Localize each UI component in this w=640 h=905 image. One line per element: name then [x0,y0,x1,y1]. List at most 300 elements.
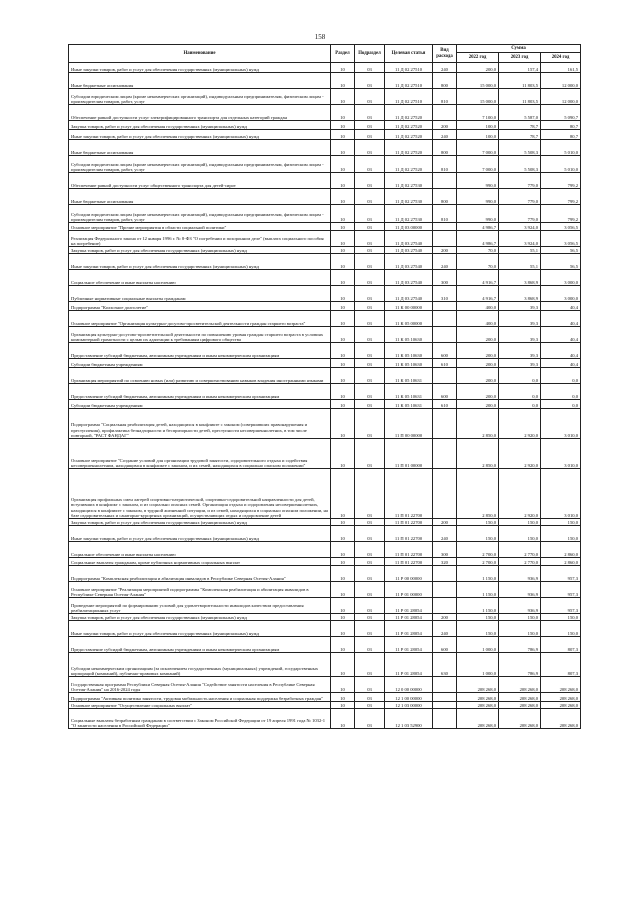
cell-r: 10 [331,173,355,189]
header-sum: Сумма [457,45,581,53]
cell-cs: 11 Р 01 28054 [385,621,433,637]
cell-a: 4 916,7 [457,286,499,302]
cell-c: 12 000,0 [541,73,581,89]
cell-a: 100,0 [457,130,499,140]
cell-p: 03 [355,205,385,223]
cell-p: 03 [355,130,385,140]
table-row [69,105,581,121]
cell-p: 03 [355,637,385,653]
cell-r: 10 [331,247,355,254]
table-row [69,231,581,247]
header-razdel: Раздел [331,45,355,63]
cell-name: Социальные выплаты безработным гражданам в соответствии с Законом Российской Федерации от 19 апреля 1991 года № 1032-1 "О занятости населения в Российской Федерации" [69,709,331,729]
cell-a: 2 850,0 [457,439,499,469]
cell-a: 200,0 [457,384,499,400]
cell-cs: 11 Д 02 27520 [385,121,433,130]
cell-a: 2 850,0 [457,409,499,439]
table-row [69,519,581,526]
table-row [69,693,581,702]
cell-c: 3 010,0 [541,439,581,469]
cell-b: 157,4 [499,63,541,73]
cell-r: 10 [331,368,355,384]
table-row [69,542,581,558]
table-row [69,582,581,598]
cell-name: Предоставление субсидий бюджетным, автономным учреждениям и иным некоммерческим организациям [69,384,331,400]
cell-p: 03 [355,173,385,189]
cell-name: Реализация Федерального закона от 12 января 1996 г. № 8-ФЗ "О погребении и похоронном деле" (выплата социального пособия на погребение) [69,231,331,247]
cell-cs: 11 Д 02 27520 [385,156,433,173]
table-row [69,566,581,582]
cell-c: 807,3 [541,637,581,653]
cell-p: 03 [355,709,385,729]
table-row [69,709,581,729]
cell-v [433,702,457,709]
cell-c: 208 268,0 [541,702,581,709]
cell-cs: 11 П 01 22700 [385,519,433,526]
header-year-2024: 2024 год [541,53,581,63]
cell-a: 150,0 [457,526,499,542]
cell-a: 7 000,0 [457,156,499,173]
table-row [69,270,581,286]
cell-cs: 11 Д 02 27510 [385,73,433,89]
cell-b: 39,3 [499,343,541,359]
cell-cs: 11 К 05 10631 [385,384,433,400]
cell-c: 957,3 [541,598,581,614]
cell-c: 2 860,0 [541,542,581,558]
cell-a: 1 150,0 [457,566,499,582]
cell-c: 161,5 [541,63,581,73]
cell-v: 240 [433,130,457,140]
cell-c: 3 010,0 [541,409,581,439]
cell-name: Основное мероприятие "Создание условий для организации трудовой занятости, оздоровительного отдыха и содействия несовершеннолетним, находящимся в конфликте с законом, и их семей, находящихся в социально опасном положении" [69,439,331,469]
cell-p: 03 [355,270,385,286]
cell-a: 2 850,0 [457,469,499,519]
cell-b: 936,9 [499,566,541,582]
cell-b: 3 868,9 [499,286,541,302]
table-row [69,621,581,637]
cell-v: 240 [433,254,457,270]
cell-a: 150,0 [457,621,499,637]
cell-name: Обеспечение равной доступности услуг общественного транспорта для детей-сирот [69,173,331,189]
cell-p: 03 [355,247,385,254]
cell-c: 2 860,0 [541,558,581,566]
cell-b: 208 268,0 [499,702,541,709]
cell-b: 208 268,0 [499,677,541,693]
cell-a: 208 268,0 [457,693,499,702]
cell-v: 610 [433,359,457,368]
cell-v [433,566,457,582]
cell-cs: 11 К 05 10631 [385,400,433,409]
cell-cs: 11 П 01 22700 [385,526,433,542]
cell-r: 10 [331,270,355,286]
cell-v [433,327,457,343]
table-row [69,469,581,519]
cell-c: 40,4 [541,311,581,327]
cell-r: 10 [331,286,355,302]
cell-c: 3 056,5 [541,223,581,231]
cell-p: 03 [355,400,385,409]
table-row [69,311,581,327]
table-row [69,614,581,621]
cell-v: 310 [433,286,457,302]
table-row [69,702,581,709]
cell-a: 70,0 [457,254,499,270]
cell-name: Подпрограмма "Активная политика занятости, трудовая мобильность населения и социальная поддержка безработных граждан" [69,693,331,702]
table-row [69,677,581,693]
cell-v [433,469,457,519]
cell-cs: 11 Д 03 27540 [385,231,433,247]
cell-b: 786,9 [499,637,541,653]
cell-p: 03 [355,63,385,73]
cell-b: 39,3 [499,327,541,343]
cell-name: Проведение мероприятий по формированию условий для удовлетворительности инвалидов качеством предоставления реабилитационных услуг [69,598,331,614]
table-row [69,130,581,140]
cell-b: 779,0 [499,189,541,205]
cell-p: 03 [355,409,385,439]
cell-a: 1 000,0 [457,653,499,677]
cell-p: 03 [355,384,385,400]
table-row [69,247,581,254]
cell-p: 03 [355,653,385,677]
table-row [69,368,581,384]
cell-r: 10 [331,63,355,73]
cell-a: 70,0 [457,247,499,254]
cell-b: 0,0 [499,368,541,384]
cell-p: 03 [355,542,385,558]
cell-v [433,693,457,702]
cell-c: 80,7 [541,121,581,130]
cell-c: 807,3 [541,653,581,677]
header-vid: Вид расхода [433,45,457,63]
cell-name: Субсидии бюджетным учреждениям [69,359,331,368]
cell-a: 400,0 [457,311,499,327]
cell-name: Иные закупки товаров, работ и услуг для обеспечения государственных (муниципальных) нужд [69,130,331,140]
cell-c: 40,4 [541,327,581,343]
cell-name: Закупка товаров, работ и услуг для обеспечения государственных (муниципальных) нужд [69,247,331,254]
cell-c: 40,4 [541,359,581,368]
cell-name: Субсидии юридическим лицам (кроме некоммерческих организаций), индивидуальным предпринимателям, физическим лицам - производителям товаров, работ, услуг [69,205,331,223]
cell-cs: 11 П 01 22700 [385,558,433,566]
cell-name: Социальное обеспечение и иные выплаты населению [69,542,331,558]
cell-r: 10 [331,140,355,156]
table-row [69,343,581,359]
cell-b: 2 920,0 [499,409,541,439]
cell-name: Иные бюджетные ассигнования [69,140,331,156]
cell-b: 779,0 [499,173,541,189]
cell-r: 10 [331,439,355,469]
cell-cs: 11 Р 01 00000 [385,582,433,598]
budget-table [68,44,581,729]
table-row [69,254,581,270]
cell-p: 03 [355,582,385,598]
cell-b: 150,0 [499,526,541,542]
cell-name: Основное мероприятие "Осуществление социальных выплат" [69,702,331,709]
cell-v [433,173,457,189]
table-row [69,598,581,614]
cell-cs: 11 Д 02 27520 [385,140,433,156]
page-number: 158 [314,33,326,41]
cell-cs: 11 Р 01 28054 [385,614,433,621]
cell-c: 12 000,0 [541,89,581,105]
cell-v: 810 [433,205,457,223]
cell-c: 3 000,0 [541,270,581,286]
cell-cs: 11 К 05 10630 [385,359,433,368]
cell-p: 03 [355,140,385,156]
cell-v [433,231,457,247]
cell-cs: 11 Д 02 27520 [385,130,433,140]
cell-v [433,709,457,729]
cell-v: 200 [433,247,457,254]
cell-b: 39,3 [499,311,541,327]
cell-r: 10 [331,582,355,598]
cell-r: 10 [331,542,355,558]
header-name: Наименование [69,45,331,63]
cell-r: 10 [331,621,355,637]
cell-cs: 11 К 05 10630 [385,343,433,359]
cell-p: 03 [355,343,385,359]
table-row [69,205,581,223]
cell-b: 786,9 [499,653,541,677]
cell-r: 10 [331,359,355,368]
table-row [69,63,581,73]
cell-a: 200,0 [457,63,499,73]
cell-a: 200,0 [457,400,499,409]
cell-v: 320 [433,558,457,566]
table-row [69,173,581,189]
cell-b: 0,0 [499,400,541,409]
cell-cs: 11 П 01 22700 [385,542,433,558]
cell-cs: 12 1 03 00000 [385,702,433,709]
cell-b: 2 770,0 [499,558,541,566]
cell-name: Организация профильных смен лагерей спортивно-патриотической, спортивно-оздоровительной направленности для детей, вступивших в конфликт с законом, и из социально опасных семей. Организация отдыха и оздоровления несовершеннолетних, находящихся в конфликте с законом, в трудной жизненной ситуации, и из семей, находящихся в социально опасном положении, на базе оздоровительных и санаторно-курортных организаций, осуществляющих отдых и оздоровление детей [69,469,331,519]
cell-v: 800 [433,189,457,205]
cell-v: 200 [433,519,457,526]
cell-c: 5 010,0 [541,140,581,156]
cell-p: 03 [355,73,385,89]
cell-r: 10 [331,73,355,89]
cell-r: 10 [331,89,355,105]
cell-b: 5 508,3 [499,140,541,156]
cell-b: 779,0 [499,205,541,223]
cell-p: 03 [355,702,385,709]
cell-cs: 11 Д 02 27530 [385,205,433,223]
cell-p: 03 [355,368,385,384]
cell-c: 56,5 [541,254,581,270]
cell-a: 200,0 [457,343,499,359]
table-row [69,384,581,400]
cell-b: 11 803,5 [499,89,541,105]
cell-name: Закупка товаров, работ и услуг для обеспечения государственных (муниципальных) нужд [69,121,331,130]
cell-b: 936,9 [499,598,541,614]
table-row [69,653,581,677]
cell-c: 799,2 [541,173,581,189]
cell-cs: 11 К 05 10631 [385,368,433,384]
cell-r: 10 [331,702,355,709]
cell-v: 240 [433,63,457,73]
cell-v: 200 [433,614,457,621]
cell-a: 2 700,0 [457,542,499,558]
cell-name: Организация культурно-досугово-просветительской деятельности по повышению уровня граждан старшего возраста в условиях компьютерной грамотности с целью их адаптации к требованиям цифрового общества [69,327,331,343]
cell-name: Закупка товаров, работ и услуг для обеспечения государственных (муниципальных) нужд [69,614,331,621]
cell-name: Социальные выплаты гражданам, кроме публичных нормативных социальных выплат [69,558,331,566]
cell-p: 03 [355,693,385,702]
cell-b: 78,7 [499,130,541,140]
cell-a: 990,0 [457,189,499,205]
cell-name: Иные закупки товаров, работ и услуг для обеспечения государственных (муниципальных) нужд [69,526,331,542]
cell-r: 10 [331,598,355,614]
cell-cs: 12 0 00 00000 [385,677,433,693]
cell-v [433,311,457,327]
cell-b: 2 920,0 [499,469,541,519]
cell-r: 10 [331,205,355,223]
cell-v: 800 [433,140,457,156]
cell-a: 200,0 [457,368,499,384]
cell-p: 03 [355,89,385,105]
cell-v: 610 [433,400,457,409]
cell-r: 10 [331,130,355,140]
table-row [69,359,581,368]
table-row [69,409,581,439]
cell-a: 208 268,0 [457,709,499,729]
cell-r: 10 [331,558,355,566]
cell-cs: 11 Р 01 28054 [385,637,433,653]
cell-r: 10 [331,384,355,400]
cell-name: Предоставление субсидий бюджетным, автономным учреждениям и иным некоммерческим организациям [69,343,331,359]
cell-r: 10 [331,566,355,582]
cell-v: 630 [433,653,457,677]
cell-b: 39,3 [499,302,541,311]
cell-c: 799,2 [541,205,581,223]
header-target: Целевая статья [385,45,433,63]
cell-r: 10 [331,400,355,409]
cell-c: 208 268,0 [541,709,581,729]
cell-b: 208 268,0 [499,709,541,729]
cell-p: 03 [355,359,385,368]
cell-name: Субсидии юридическим лицам (кроме некоммерческих организаций), индивидуальным предпринимателям, физическим лицам - производителям товаров, работ, услуг [69,89,331,105]
cell-name: Основное мероприятие "Прочие мероприятия в области социальной политики" [69,223,331,231]
cell-p: 03 [355,621,385,637]
cell-cs: 11 Д 02 27510 [385,63,433,73]
cell-a: 990,0 [457,173,499,189]
cell-r: 10 [331,519,355,526]
cell-r: 10 [331,614,355,621]
cell-cs: 11 Д 02 27530 [385,173,433,189]
table-row [69,302,581,311]
cell-v [433,677,457,693]
cell-v: 600 [433,343,457,359]
cell-r: 10 [331,693,355,702]
cell-p: 03 [355,286,385,302]
table-row [69,439,581,469]
cell-p: 03 [355,614,385,621]
cell-r: 10 [331,231,355,247]
cell-cs: 11 Д 03 27540 [385,247,433,254]
cell-b: 208 268,0 [499,693,541,702]
cell-c: 208 268,0 [541,677,581,693]
cell-c: 0,0 [541,384,581,400]
cell-b: 2 770,0 [499,542,541,558]
cell-p: 03 [355,302,385,311]
cell-cs: 11 К 00 00000 [385,302,433,311]
cell-v [433,302,457,311]
cell-c: 150,0 [541,621,581,637]
cell-p: 03 [355,469,385,519]
cell-r: 10 [331,254,355,270]
cell-v [433,105,457,121]
table-row [69,637,581,653]
cell-p: 03 [355,105,385,121]
cell-name: Субсидии юридическим лицам (кроме некоммерческих организаций), индивидуальным предпринимателям, физическим лицам - производителям товаров, работ, услуг [69,156,331,173]
cell-a: 990,0 [457,205,499,223]
cell-c: 56,5 [541,247,581,254]
cell-r: 10 [331,156,355,173]
cell-c: 40,4 [541,343,581,359]
cell-v: 200 [433,121,457,130]
cell-name: Подпрограмма "Колхозное долголетие" [69,302,331,311]
cell-a: 208 268,0 [457,677,499,693]
cell-a: 1 000,0 [457,637,499,653]
cell-r: 10 [331,327,355,343]
cell-v [433,409,457,439]
cell-p: 03 [355,677,385,693]
cell-p: 03 [355,558,385,566]
cell-c: 0,0 [541,368,581,384]
cell-name: Обеспечение равной доступности услуг электрифицированного транспорта для отдельных категорий граждан [69,105,331,121]
cell-cs: 11 Д 03 27540 [385,286,433,302]
cell-b: 3 924,0 [499,223,541,231]
cell-c: 799,2 [541,189,581,205]
table-row [69,140,581,156]
cell-cs: 11 П 00 00000 [385,409,433,439]
table-row [69,327,581,343]
table-body [69,63,581,729]
cell-b: 2 920,0 [499,439,541,469]
cell-name: Иные бюджетные ассигнования [69,189,331,205]
cell-cs: 11 Д 03 00000 [385,223,433,231]
cell-r: 10 [331,709,355,729]
cell-p: 03 [355,327,385,343]
cell-r: 10 [331,302,355,311]
table-row [69,223,581,231]
cell-name: Субсидии бюджетным учреждениям [69,400,331,409]
cell-v [433,439,457,469]
cell-v: 600 [433,384,457,400]
cell-b: 11 803,5 [499,73,541,89]
cell-v: 300 [433,270,457,286]
cell-r: 10 [331,677,355,693]
cell-v [433,223,457,231]
cell-r: 10 [331,526,355,542]
cell-p: 03 [355,254,385,270]
cell-c: 40,4 [541,302,581,311]
cell-r: 10 [331,223,355,231]
table-row [69,400,581,409]
cell-a: 200,0 [457,327,499,343]
cell-r: 10 [331,409,355,439]
cell-a: 4 916,7 [457,270,499,286]
table-row [69,121,581,130]
cell-c: 150,0 [541,519,581,526]
cell-cs: 11 Д 03 27540 [385,270,433,286]
cell-name: Подпрограмма "Комплексная реабилитация и абилитация инвалидов в Республике Северная Осетия-Алания" [69,566,331,582]
cell-cs: 12 1 00 00000 [385,693,433,702]
cell-name: Социальное обеспечение и иные выплаты населению [69,270,331,286]
cell-c: 150,0 [541,526,581,542]
cell-v: 810 [433,89,457,105]
cell-v: 600 [433,637,457,653]
cell-cs: 11 Р 01 28054 [385,653,433,677]
cell-b: 3 924,0 [499,231,541,247]
